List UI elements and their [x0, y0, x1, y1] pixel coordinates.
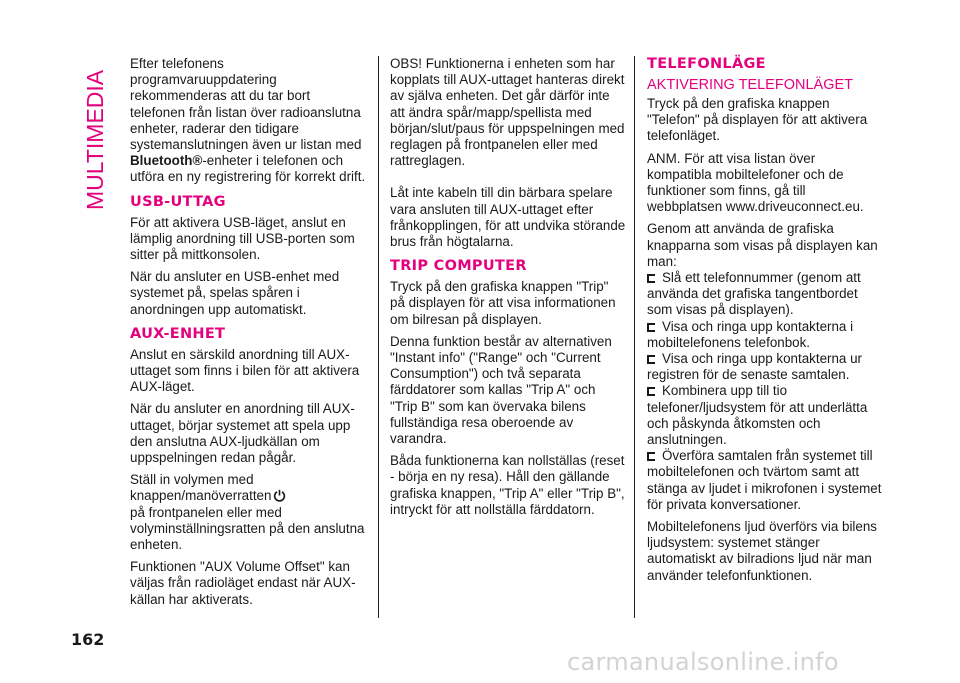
usb-paragraph-1: För att aktivera USB-läget, anslut en lämplig anordning till USB-porten som sitter på mittkonsolen. — [130, 214, 355, 263]
watermark: carmanualsonline.info — [567, 648, 839, 676]
intro-paragraph: Efter telefonens programvaruuppdatering rekommenderas att du tar bort telefonen från listan över radioanslutna enheter, raderar den tidigare systemanslutningen även ur listan med Bluetooth®-enheter i telefonen och utföra en ny registrering för korrekt drift. — [130, 56, 366, 185]
section-label: MULTIMEDIA — [82, 69, 108, 210]
bullet-list — [647, 270, 883, 513]
list-item: Visa och ringa upp kontakterna i mobiltelefonens telefonbok. — [647, 318, 854, 350]
list-item: Visa och ringa upp kontakterna ur registren för de senaste samtalen. — [647, 351, 862, 383]
telefon-subheading: AKTIVERING TELEFONLÄGET — [647, 77, 854, 93]
column-divider-1 — [378, 56, 379, 618]
trip-heading: TRIP COMPUTER — [390, 258, 527, 275]
telefon-paragraph-4: Mobiltelefonens ljud överförs via bilens ljudsystem: systemet stänger automatiskt av bilradions ljud när man använder telefonfunktionen. — [647, 519, 877, 583]
bullet-icon — [647, 323, 658, 332]
column-3 — [647, 56, 883, 590]
usb-paragraph-2: När du ansluter en USB-enhet med systemet på, spelas spåren i anordningen upp automatiskt. — [130, 269, 340, 317]
telefon-heading: TELEFONLÄGE — [647, 56, 766, 72]
note-paragraph: OBS! Funktionerna i enheten som har kopplats till AUX-uttaget hanteras direkt av själva enheten. Det går därför inte att ändra spår/mapp/spellista med början/slut/paus för uppspelningen med reglagen på frontpanelen eller med rattreglagen. — [390, 56, 625, 169]
power-knob-icon — [273, 489, 286, 502]
aux-paragraph-4: Funktionen "AUX Volume Offset" kan väljas från radioläget endast när AUX-källan har aktiverats. — [130, 559, 356, 607]
column-2 — [390, 56, 626, 524]
trip-paragraph-1: Tryck på den grafiska knappen "Trip" på displayen för att visa informationen om bilresan på displayen. — [390, 279, 616, 327]
telefon-paragraph-2: ANM. För att visa listan över kompatibla mobiltelefoner och de funktioner som finns, gå till webbplatsen www.driveuconnect.eu. — [647, 150, 864, 215]
trip-paragraph-3: Båda funktionerna kan nollställas (reset - börja en ny resa). Håll den gällande grafiska knappen, "Trip A" eller "Trip B", intryckt för att nollställa färddatorn. — [390, 453, 625, 517]
bullet-icon — [647, 452, 658, 461]
aux-paragraph-2: När du ansluter en anordning till AUX-uttaget, börjar systemet att spela upp den anslutna AUX-ljudkällan om uppspelningen redan pågår. — [130, 401, 355, 466]
column-divider-2 — [634, 56, 635, 618]
page-number: 162 — [71, 630, 105, 649]
bullet-icon — [647, 355, 658, 364]
trip-paragraph-2: Denna funktion består av alternativen "Instant info" ("Range" och "Current Consumption") och två separata färddatorer som kallas "Trip A" och "Trip B" som kan övervaka bilens fullständiga resa oberoende av varandra. — [390, 333, 612, 447]
bullet-icon — [647, 387, 658, 396]
bullet-icon — [647, 274, 658, 283]
usb-heading: USB-UTTAG — [130, 193, 226, 210]
column-1 — [130, 56, 366, 614]
aux-heading: AUX-ENHET — [130, 325, 226, 342]
bluetooth-term: Bluetooth® — [130, 153, 203, 169]
list-item: Slå ett telefonnummer (genom att använda det grafiska tangentbordet som visas på displayen). — [647, 270, 861, 318]
aux-paragraph-1: Anslut en särskild anordning till AUX-uttaget som finns i bilen för att aktivera AUX-läget. — [130, 346, 360, 395]
aux-paragraph-3: Ställ in volymen med knappen/manöverratten på frontpanelen eller med volyminställningsratten på den anslutna enheten. — [130, 472, 365, 553]
list-item: Överföra samtalen från systemet till mobiltelefonen och tvärtom samt att stänga av ljudet i mikrofonen i systemet för privata konversationer. — [647, 448, 882, 512]
telefon-paragraph-3: Genom att använda de grafiska knapparna som visas på displayen kan man: — [647, 221, 878, 269]
cable-paragraph: Låt inte kabeln till din bärbara spelare vara ansluten till AUX-uttaget efter frånkopplingen, för att undvika störande brus från högtalarna. — [390, 185, 626, 250]
telefon-paragraph-1: Tryck på den grafiska knappen "Telefon" på displayen för att aktivera telefonläget. — [647, 96, 868, 144]
list-item: Kombinera upp till tio telefoner/ljudsystem för att underlätta och påskynda åtkomsten och anslutningen. — [647, 383, 868, 448]
